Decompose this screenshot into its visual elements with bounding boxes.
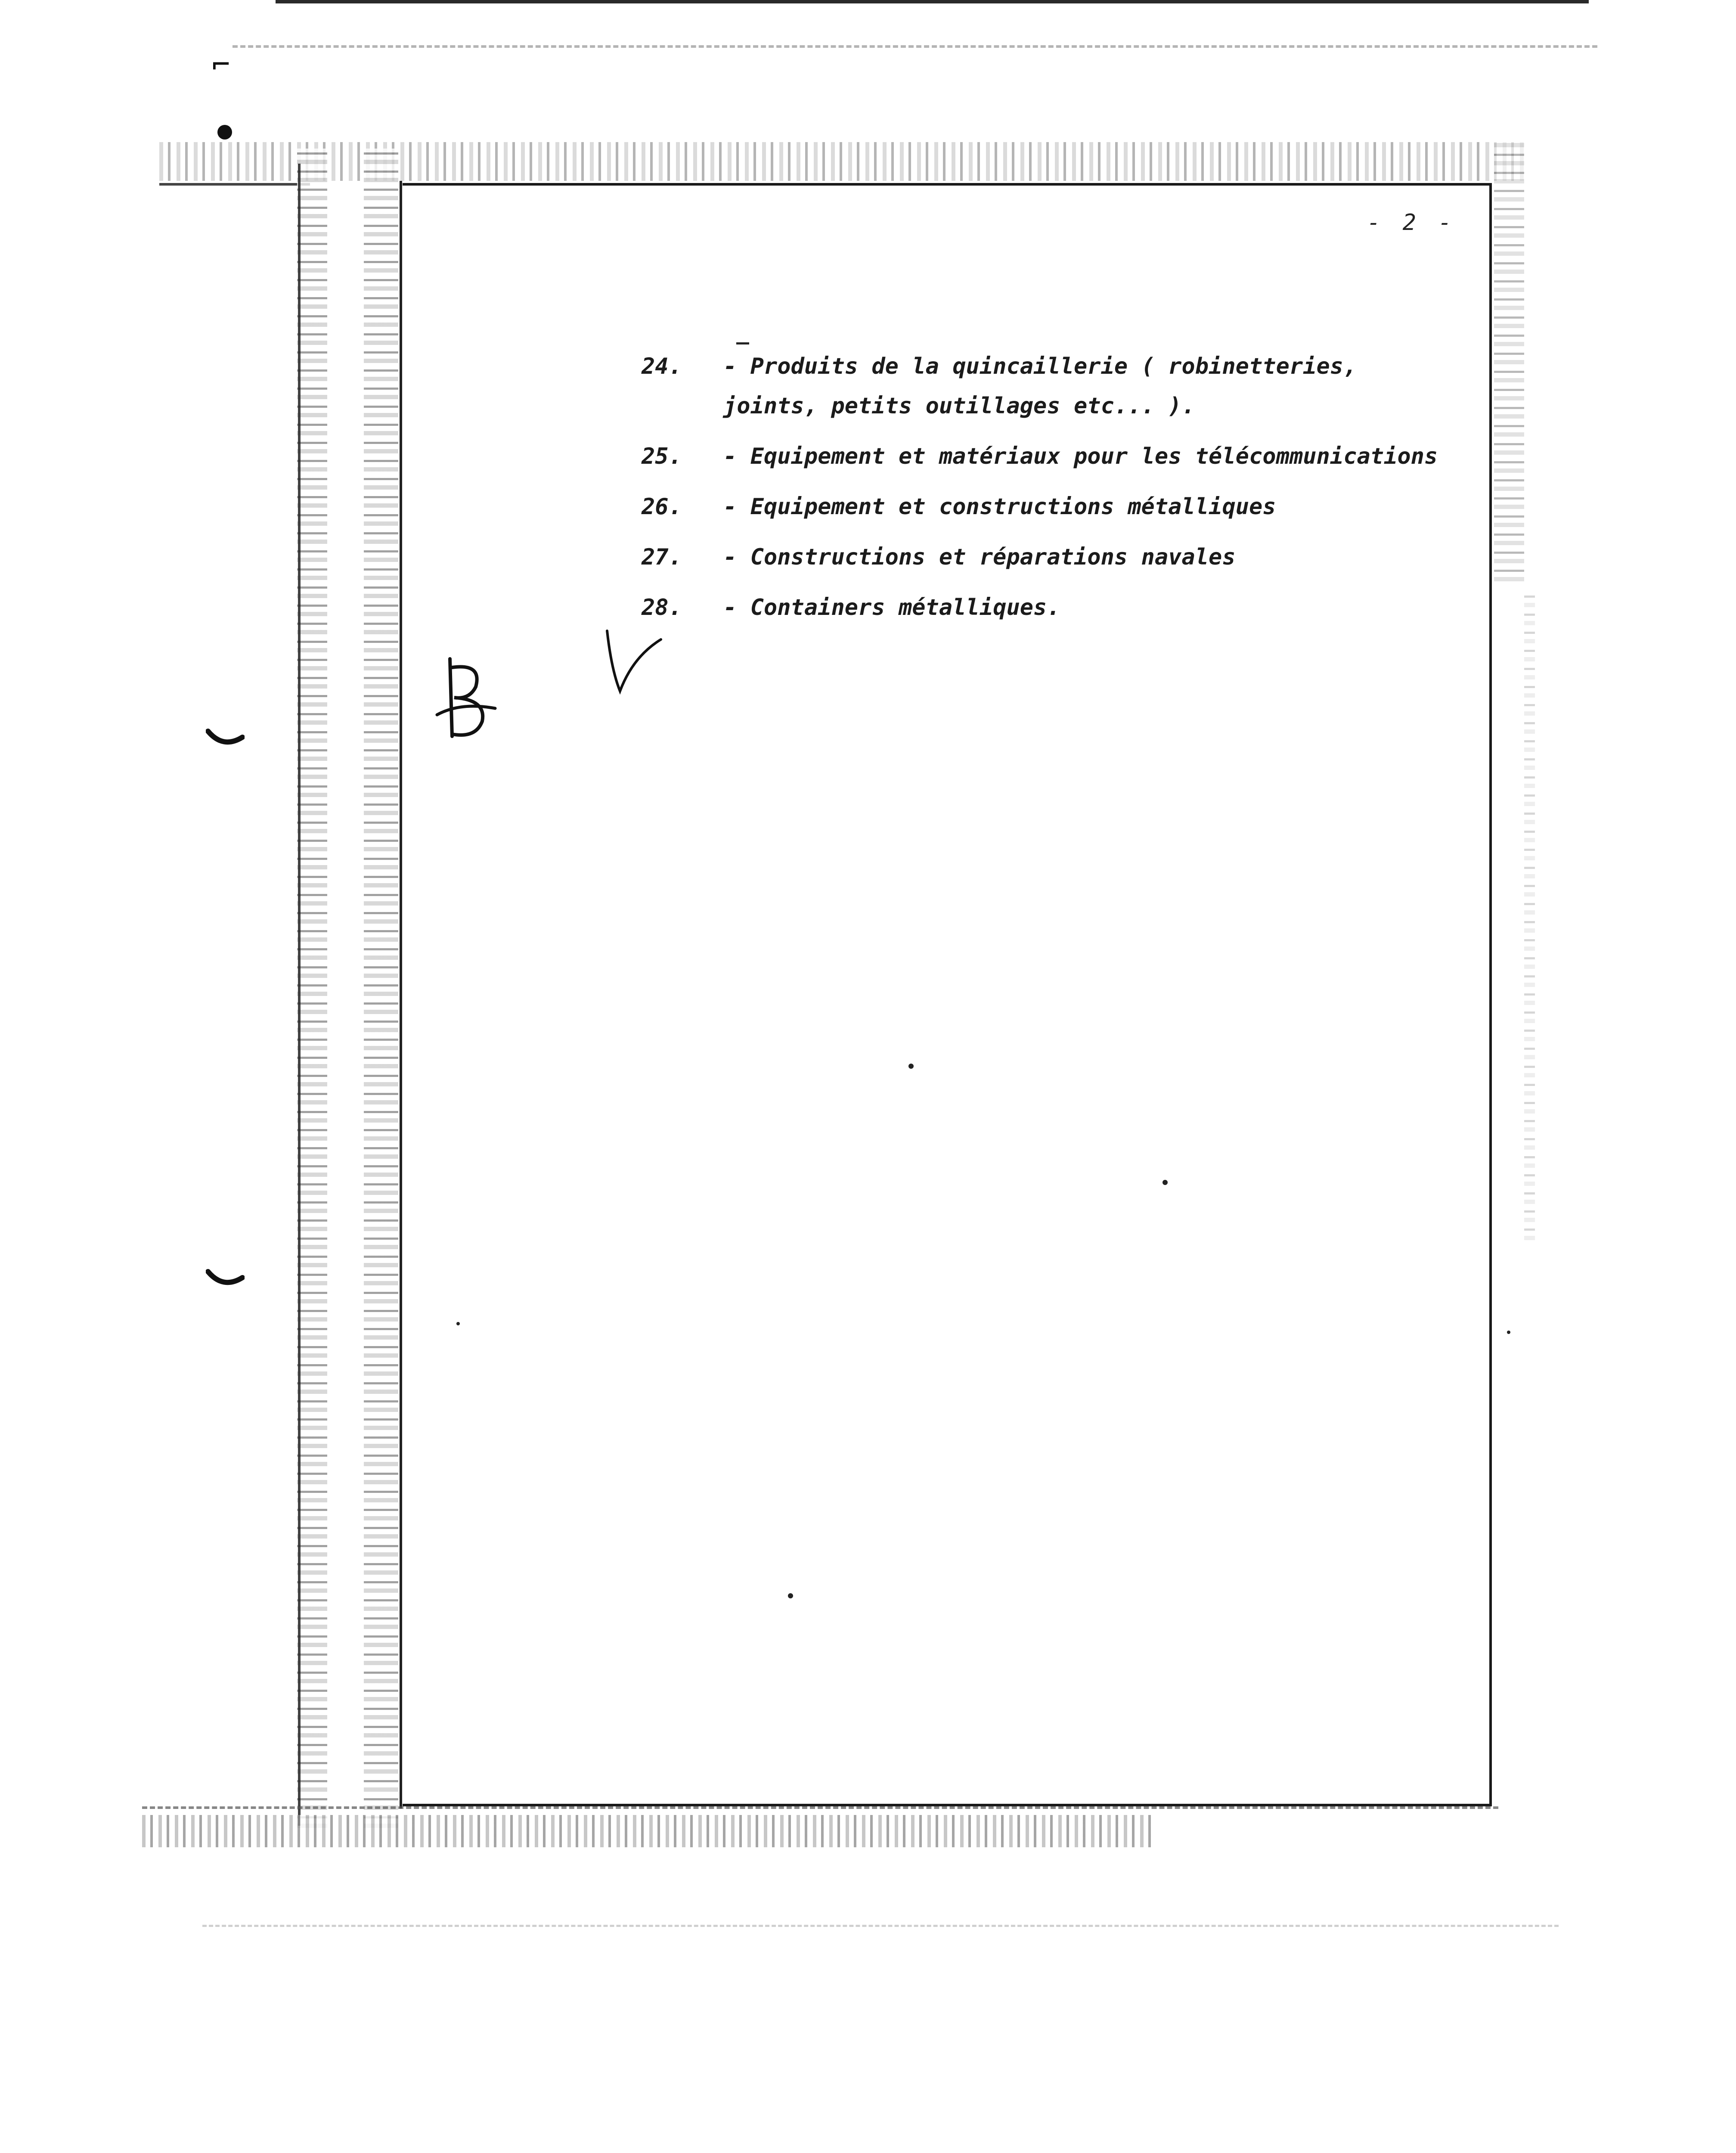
- scan-dot: [217, 125, 232, 140]
- handwritten-initials-icon: [435, 650, 499, 749]
- binder-stripe-right: [364, 149, 398, 1828]
- scan-speck: [908, 1064, 914, 1069]
- list-item: [642, 487, 1494, 527]
- frame-bar-bottom: [142, 1815, 1154, 1847]
- item-number: 25.: [642, 444, 682, 469]
- item-text: - Containers métalliques.: [723, 595, 1060, 620]
- list-item: [642, 437, 1494, 476]
- scan-speck: [1162, 1180, 1168, 1185]
- binder-stripe-left: [297, 149, 327, 1828]
- frame-bar-top-line: [159, 183, 310, 186]
- handwritten-checkmark-icon: [603, 627, 663, 695]
- binder-hole-icon: [206, 1268, 245, 1294]
- page-number: - 2 -: [1367, 210, 1456, 236]
- edge-stripe-top-right: [1494, 142, 1524, 581]
- scan-speck: [788, 1593, 793, 1598]
- binder-line-left: [298, 164, 301, 1826]
- list-item: [642, 588, 1494, 627]
- item-text: - Equipement et constructions métalliques: [723, 494, 1276, 520]
- item-number: 28.: [642, 595, 682, 620]
- scan-noise-bottom: [202, 1925, 1559, 1930]
- list-item: [642, 347, 1494, 426]
- item-list: [642, 347, 1494, 638]
- item-text: - Constructions et réparations navales: [723, 544, 1236, 570]
- frame-bar-bottom-line: [142, 1806, 1498, 1812]
- typed-dash-mark: [736, 342, 749, 344]
- binder-hole-icon: [206, 728, 245, 754]
- binder-line-right: [400, 181, 402, 1809]
- item-text: - Equipement et matériaux pour les télécommunications: [723, 444, 1438, 469]
- scan-noise-top: [232, 45, 1597, 52]
- edge-stripe-mid-right: [1524, 594, 1535, 1240]
- list-item: [642, 537, 1494, 577]
- scan-top-rule: [276, 0, 1589, 3]
- item-text: - Produits de la quincaillerie ( robinetteries, joints, petits outillages etc... ).: [723, 354, 1357, 419]
- item-number: 24.: [642, 354, 682, 379]
- scan-speck: [456, 1322, 460, 1325]
- scan-speck: [1507, 1331, 1510, 1334]
- item-number: 26.: [642, 494, 682, 520]
- scan-mark-icon: ⌐: [212, 47, 230, 82]
- item-number: 27.: [642, 544, 682, 570]
